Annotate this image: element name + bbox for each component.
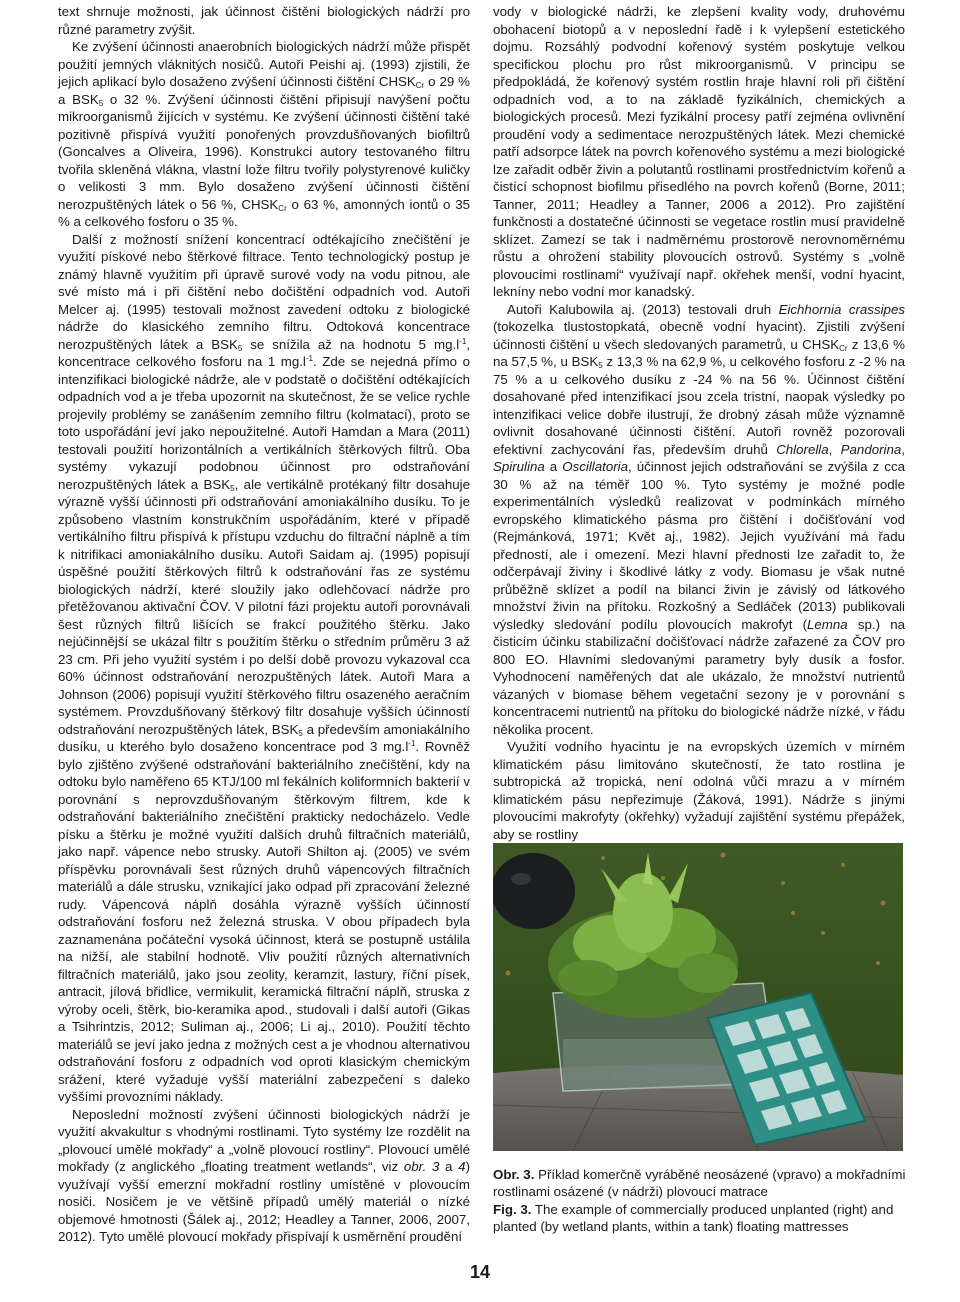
- paragraph: Další z možností snížení koncentrací odtékajícího znečištění je využití pískové nebo štěrkové filtrace. Tento technologický postup je známý hlavně využitím při úpravě surové vody na vodu pitnou, ale své místo má i při čištění nebo dočištění odpadních vod. Autoři Melcer aj. (1995) testovali možnost zavedení odtoku z biologické nádrže do klasického zemního filtru. Odtoková koncentrace nerozpuštěných látek a $BSK_5$ se snížila až na hodnotu 5 $mg.l^{-1}$, koncentrace celkového fosforu na 1 $mg.l^{-1}$. Zde se nejedná přímo o intenzifikaci biologické nádrže, ale v podstatě o dočištění odtékajících odpadních vod a je třeba upozornit na skutečnost, že se velice rychle projevily problémy se zanášením zemního filtru (kolmatací), proto se toto uspořádání jeví jako nepoužitelné. Autoři Hamdan a Mara (2011) testovali použití horizontálních a vertikálních štěrkových filtrů. Oba systémy vykazují podobnou účinnost pro odstraňování nerozpuštěných látek a $BSK_5$, ale vertikálně protékaný filtr dosahuje výrazně vyšší účinnosti při odstraňování amoniakálního dusíku. To je způsobeno vlastním konstrukčním uspořádáním, které v případě vertikálního filtru přispívá k přístupu vzduchu do filtrační náplně a tím k nitrifikaci amoniakálního dusíku. Autoři Saidam aj. (1995) popisují úspěšné použití štěrkových filtrů k odstraňování řas ze systému biologických nádrží, které sloužily jako odlehčovací nádrže pro přetěžovanou aktivační ČOV. V pilotní fázi projektu autoři porovnávali šest různých filtrů lišících se frakcí použitého štěrku. Jako nejúčinnější se ukázal filtr s použitím štěrku o středním průměru 3 až 23 cm. Při jeho využití systém i po delší době provozu vykazoval cca 60% účinnost odstraňování nerozpuštěných látek. Autoři Mara a Johnson (2006) popisují využití štěrkového filtru osazeného aeračním systémem. Provzdušňovaný štěrkový filtr dosahuje vyšších účinností odstraňování nerozpuštěných látek, $BSK_5$ a především amoniakálního dusíku, u kterého bylo dosaženo koncentrace pod 3 $mg.l^{-1}$. Rovněž bylo zjištěno zvýšené odstraňování bakteriálního znečištění, kdy na odtoku bylo naměřeno 65 KTJ/100 ml fekálních koliformních bakterií v porovnání s neprovzdušňovaným štěrkovým filtrem, kde k odstraňování bakteriálního znečištění prakticky nedocházelo. Vedle písku a štěrku je možné využití dalších druhů filtračních materiálů, jako např. vápence nebo strusky. Autoři Shilton aj. (2005) ve svém příspěvku porovnávali šest různých druhů vápencových filtračních materiálů a dále strusku, vznikající jako odpad při zpracování železné rudy. Vápencová náplň dosáhla výrazně vyšších účinností odstraňování fosforu než železná struska. V obou případech byla zaznamenána počáteční vysoká účinnost, která se postupně ustálila na nižší, ale stabilní hodnotě. Vliv použití různých alternativních filtračních materiálů, jako jsou zeolity, keramzit, lastury, říční písek, antracit, jílová břidlice, vermikulit, keramická filtrační náplň, struska z výroby oceli, štěrk, bio-keramika apod., studovali i další autoři (Gikas a Tsihrintzis, 2012; Suliman aj., 2006; Li aj., 2010). Použití těchto materiálů se jeví jako jedna z možných cest a je vhodnou alternativou odstraňování fosforu z odpadních vod oproti klasickým chemickým srážení, které vyžaduje vyšší materiální zabezpečení s daleko vyššími provozními náklady.: [58, 231, 471, 1104]
- page-number: 14: [469, 1262, 491, 1282]
- caption-cz: Obr. 3. Příklad komerčně vyráběné neosázené (vpravo) a mokřadními rostlinami osázené (v nádrži) plovoucí matrace: [493, 1167, 906, 1200]
- dark-sphere: [493, 853, 575, 929]
- paragraph: Využití vodního hyacintu je na evropských územích v mírném klimatickém pásu limitováno skutečností, že tato rostlina je subtropická až tropická, není odolná vůči mrazu a v mírném klimatickém pásu nepřezimuje (Žáková, 1991). Nádrže s jinými plovoucími makrofyty (okřehky) vyžadují zajištění systému přepážek, aby se rostliny: [493, 739, 905, 842]
- paragraph: vody v biologické nádrži, ke zlepšení kvality vody, druhovému obohacení biotopů a v neposlední řadě i k vylepšení estetického dojmu. Rozsáhlý podvodní kořenový systém poskytuje velkou specifickou plochu pro růst mikroorganismů. V principu se předpokládá, že kořenový systém rostlin hraje hlavní roli při čištění odpadních vod, a to na základě fyzikálních, chemických a biologických procesů. Mezi fyzikální procesy patří zejména ovlivnění proudění vody a sedimentace nerozpuštěných látek. Mezi chemické patří adsorpce látek na povrch kořenového systému a mezi biologické lze zařadit odběr živin a polutantů rostlinami prostřednictvím kořenů a čistící schopnost biofilmu přisedlého na povrch kořenů (Borne, 2011; Tanner, 2011; Headley a Tanner, 2006 a 2012). Pro zajištění funkčnosti a dostatečné účinnosti se vegetace rostlin musí pravidelně sklízet. Zamezí se tak i nadměrnému prostorově nerovnoměrnému růstu a ohrožení stability plovoucích ostrovů. Systémy s „volně plovoucími rostlinami“ využívají např. okřehek menší, vodní hyacint, lekníny nebo vodní mor kanadský.: [493, 4, 905, 299]
- paragraph: Neposlední možností zvýšení účinnosti biologických nádrží je využití akvakultur s vhodnými rostlinami. Tyto systémy lze rozdělit na „plovoucí umělé mokřady“ a „volně plovoucí rostliny“. Plovoucí umělé mokřady (z anglického „floating treatment wetlands“, viz obr. 3 a 4) využívají vyšší emerzní mokřadní rostliny umístěné v plovoucím nosiči. Nosičem je ve většině případů umělý materiál o nízké objemové hmotnosti (Šálek aj., 2012; Headley a Tanner, 2006, 2007, 2012). Tyto umělé plovoucí mokřady přispívají k usměrnění proudění: [58, 1106, 470, 1244]
- paragraph: text shrnuje možnosti, jak účinnost čištění biologických nádrží pro různé parametry zvýšit.: [58, 4, 470, 37]
- figure-photo: [493, 843, 903, 1151]
- right-column: [493, 3, 905, 843]
- caption-en: Fig. 3. The example of commercially produced unplanted (right) and planted (by wetland plants, within a tank) floating mattresses: [493, 1201, 894, 1234]
- paragraph: Ke zvýšení účinnosti anaerobních biologických nádrží může přispět použití jemných vláknitých nosičů. Autoři Peishi aj. (1993) zjistili, že jejich aplikací bylo dosaženo zvýšení účinnosti čištění $CHSK_{Cr}$ o 29 % a $BSK_5$ o 32 %. Zvýšení účinnosti čištění připisují navýšení počtu mikroorganismů žijících v systému. Ke zvýšení účinnosti čištění také pozitivně přispívá využití ponořených provzdušňovaných biofiltrů (Goncalves a Oliveira, 1996). Konstrukci autory testovaného filtru tvořila skleněná vlákna, vlastní lože filtru tvořily polystyrenové kuličky o velikosti 3 mm. Bylo dosaženo zvýšení účinnosti čištění nerozpuštěných látek o 56 %, $CHSK_{Cr}$ o 63 %, amonných iontů o 35 % a celkového fosforu o 35 %.: [58, 39, 470, 229]
- paragraph: Autoři Kalubowila aj. (2013) testovali druh Eichhornia crassipes (tokozelka tlustostopkatá, obecně vodní hyacint). Zjistili zvýšení účinnosti čištění u všech sledovaných parametrů, u $CHSK_{Cr}$ z 13,6 % na 57,5 %, u $BSK_5$ z 13,3 % na 62,9 %, u celkového fosforu z -2 % na 75 % a u celkového dusíku z -24 % na 56 %. Účinnost čištění dosahované před intenzifikací jsou zcela tristní, naopak výsledky po intenzifikaci velice dobře ilustrují, že drobný zásah může významně ovlivnit dosahované účinnosti čištění. Autoři rovněž pozorovali efektivní zachycování řas, především druhů Chlorella, Pandorina, Spirulina a Oscillatoria, účinnost jejich odstraňování se zvýšila z cca 30 % až na téměř 100 %. Tyto systémy je možné podle experimentálních výsledků realizovat v podmínkách mírného evropského klimatického pásma pro čištění i dočišťování vod (Rejmánková, 1971; Květ aj., 1982). Jejich využívání má řadu předností, ale i omezení. Mezi hlavní přednosti lze zařadit to, že odčerpávají živiny i škodlivé látky z vody. Biomasu je však nutné průběžně sklízet a podíl na bilanci živin je závislý od látkového množství živin na přítoku. Rozkošný a Sedláček (2013) publikovali výsledky sledování podílu plovoucích makrofyt (Lemna sp.) na čisticím účinku stabilizační dočišťovací nádrže zařazené za ČOV pro 800 EO. Hlavními sledovanými parametry byly dusík a fosfor. Vyhodnocení naměřených dat ale ukázalo, že množství nutrientů vázaných v biomase během vegetační sezony je v porovnání s koncentracemi nutrientů na přítoku do biologické nádrže nízké, v řádu několika procent.: [493, 301, 905, 737]
- figure-caption: [493, 1166, 908, 1235]
- left-column: [58, 3, 470, 1246]
